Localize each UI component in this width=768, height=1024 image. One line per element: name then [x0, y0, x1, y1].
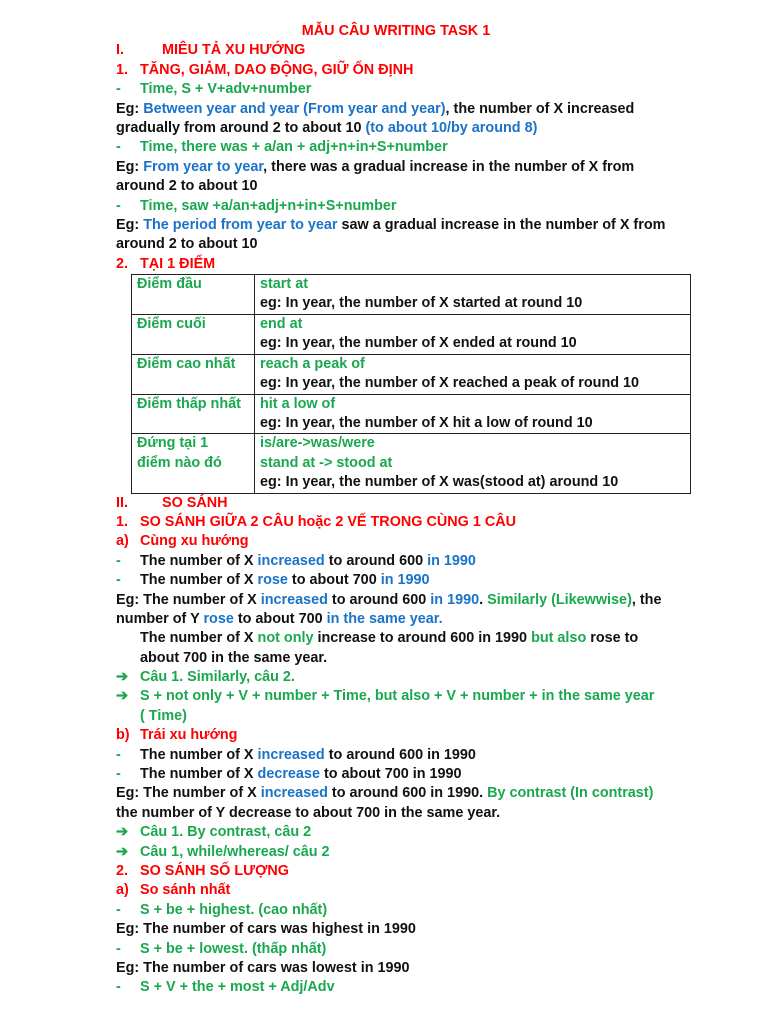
- section-1-1-heading: 1. TĂNG, GIẢM, DAO ĐỘNG, GIỮ ỔN ĐỊNH: [116, 61, 414, 78]
- list-item: - The number of X increased to around 600 in 1990: [116, 552, 476, 569]
- example-line: Eg: Between year and year (From year and year), the number of X increased: [116, 100, 635, 117]
- example-line: Eg: From year to year, there was a gradual increase in the number of X from: [116, 158, 635, 175]
- list-item: - The number of X rose to about 700 in 1990: [116, 572, 430, 589]
- example-line: Eg: The number of X increased to around 600 in 1990. By contrast (In contrast): [116, 785, 654, 802]
- table-cell-label: Điểm thấp nhất: [132, 394, 255, 434]
- section-2-1-heading: 1. SO SÁNH GIỮA 2 CÂU hoặc 2 VẾ TRONG CÙNG 1 CÂU: [116, 513, 517, 530]
- section-2-heading: II. SO SÁNH: [116, 494, 228, 511]
- example-line: Eg: The number of cars was lowest in 1990: [116, 959, 410, 976]
- table-cell-label: Điểm cuối: [132, 314, 255, 354]
- table-cell-content: hit a low of eg: In year, the number of X hit a low of round 10: [255, 394, 691, 434]
- table-row: [132, 275, 691, 315]
- arrow-icon: ➔: [116, 824, 129, 841]
- arrow-icon: ➔: [116, 688, 129, 705]
- example-line: Eg: The number of cars was highest in 1990: [116, 921, 416, 938]
- list-item: - The number of X decrease to about 700 in 1990: [116, 766, 462, 783]
- arrow-item: ➔ S + not only + V + number + Time, but also + V + number + in the same year: [116, 687, 676, 706]
- example-line: Eg: The number of X increased to around 600 in 1990. Similarly (Likewwise), the: [116, 591, 662, 608]
- table-cell-content: is/are->was/were stand at -> stood at eg: In year, the number of X was(stood at) around 10: [255, 434, 691, 493]
- arrow-item: ➔ Câu 1. Similarly, câu 2.: [116, 668, 676, 687]
- subsection-heading: b) Trái xu hướng: [116, 727, 238, 744]
- example-line: number of Y rose to about 700 in the same year.: [116, 610, 443, 627]
- table-cell-content: reach a peak of eg: In year, the number of X reached a peak of round 10: [255, 354, 691, 394]
- table-cell-label: Đứng tại 1 điểm nào đó: [132, 434, 255, 493]
- example-line: around 2 to about 10: [116, 236, 258, 253]
- formula-line: - Time, there was + a/an + adj+n+in+S+number: [116, 139, 448, 156]
- document-page: [116, 22, 676, 998]
- table-cell-label: Điểm cao nhất: [132, 354, 255, 394]
- table-row: [132, 394, 691, 434]
- arrow-item: ➔ Câu 1. By contrast, câu 2: [116, 823, 676, 842]
- arrow-icon: ➔: [116, 669, 129, 686]
- example-line: about 700 in the same year.: [140, 649, 328, 666]
- table-cell-content: end at eg: In year, the number of X ended at round 10: [255, 314, 691, 354]
- example-line: the number of Y decrease to about 700 in the same year.: [116, 804, 501, 821]
- formula-line: - S + be + highest. (cao nhất): [116, 901, 328, 918]
- document-title: MẪU CÂU WRITING TASK 1: [301, 23, 491, 39]
- formula-line: - Time, S + V+adv+number: [116, 81, 312, 98]
- formula-line: - S + V + the + most + Adj/Adv: [116, 979, 335, 996]
- table-row: [132, 434, 691, 493]
- example-line: gradually from around 2 to about 10 (to about 10/by around 8): [116, 119, 538, 136]
- table-row: [132, 354, 691, 394]
- example-line: The number of X not only increase to around 600 in 1990 but also rose to: [140, 630, 639, 647]
- table-cell-content: start at eg: In year, the number of X started at round 10: [255, 275, 691, 315]
- subsection-heading: a) So sánh nhất: [116, 882, 231, 899]
- formula-line: - Time, saw +a/an+adj+n+in+S+number: [116, 197, 397, 214]
- section-2-2-heading: 2. SO SÁNH SỐ LƯỢNG: [116, 862, 289, 879]
- subsection-heading: a) Cùng xu hướng: [116, 533, 249, 550]
- example-line: Eg: The period from year to year saw a gradual increase in the number of X from: [116, 216, 666, 233]
- table-row: [132, 314, 691, 354]
- arrow-item-continued: ( Time): [140, 707, 187, 724]
- formula-line: - S + be + lowest. (thấp nhất): [116, 940, 327, 957]
- point-table: [131, 274, 691, 493]
- table-cell-label: Điểm đầu: [132, 275, 255, 315]
- arrow-item: ➔ Câu 1, while/whereas/ câu 2: [116, 843, 676, 862]
- example-line: around 2 to about 10: [116, 178, 258, 195]
- section-1-2-heading: 2. TẠI 1 ĐIỂM: [116, 255, 216, 272]
- section-1-heading: I. MIÊU TẢ XU HƯỚNG: [116, 42, 306, 59]
- list-item: - The number of X increased to around 600 in 1990: [116, 746, 476, 763]
- arrow-icon: ➔: [116, 843, 129, 860]
